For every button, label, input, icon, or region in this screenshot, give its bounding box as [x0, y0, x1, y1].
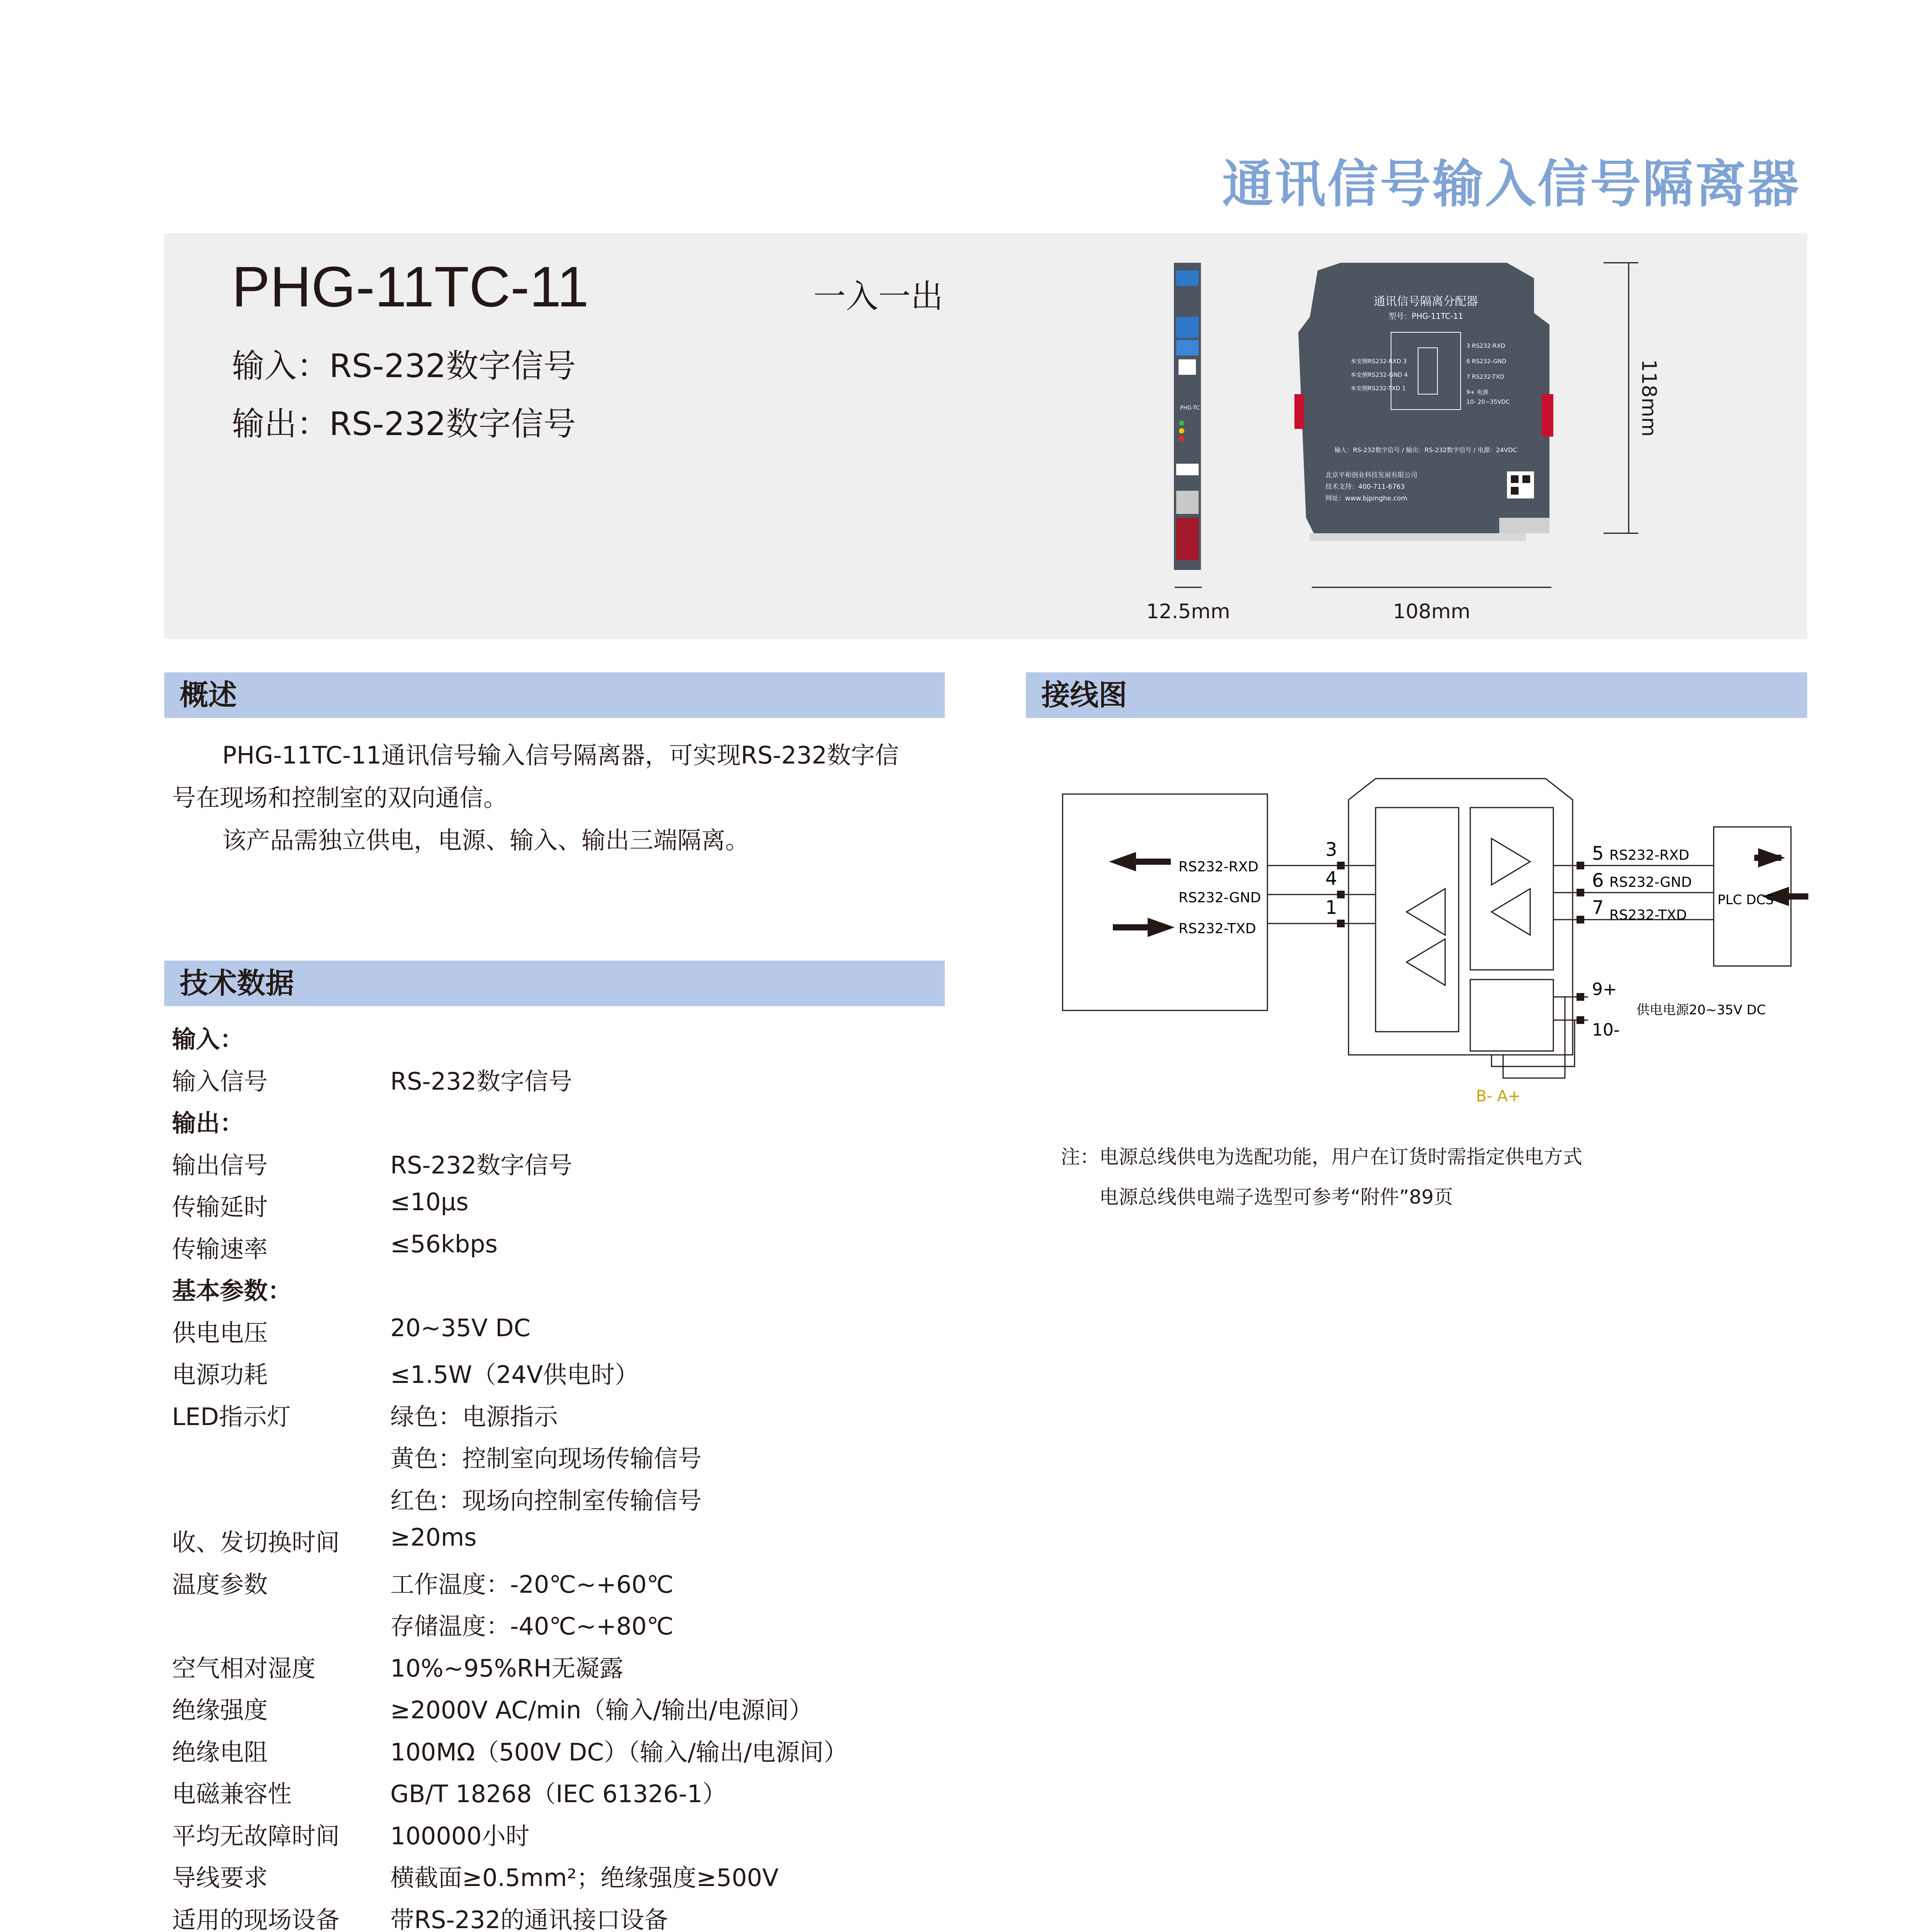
spec-value: 红色：现场向控制室传输信号: [390, 1486, 702, 1515]
svg-text:10-: 10-: [1592, 1020, 1620, 1040]
product-input: 输入：RS-232数字信号: [232, 347, 576, 385]
overview-paragraph-1-cont: 号在现场和控制室的双向通信。: [172, 784, 508, 812]
svg-text:北京平和创业科技发展有限公司: 北京平和创业科技发展有限公司: [1325, 471, 1417, 479]
spec-value: GB/T 18268（IEC 61326-1）: [390, 1780, 726, 1808]
spec-label: 收、发切换时间: [172, 1528, 340, 1556]
svg-text:本安侧RS232-TXD 1: 本安侧RS232-TXD 1: [1350, 385, 1406, 392]
spec-value: ≤56kbps: [390, 1230, 498, 1258]
spec-value: ≤1.5W（24V供电时）: [390, 1361, 639, 1389]
spec-label: 供电电压: [172, 1318, 268, 1347]
svg-text:供电电源20~35V DC: 供电电源20~35V DC: [1636, 1002, 1766, 1018]
svg-text:9+: 9+: [1592, 980, 1617, 999]
spec-label: 电磁兼容性: [172, 1780, 292, 1808]
spec-value: 存储温度：-40℃~+80℃: [390, 1612, 674, 1640]
wiring-notes: [1061, 1137, 1582, 1217]
dimension-depth: 108mm: [1393, 600, 1471, 623]
spec-value: 带RS-232的通讯接口设备: [390, 1905, 668, 1932]
spec-value: ≤10μs: [390, 1188, 469, 1216]
product-illustration: [1140, 247, 1700, 634]
svg-text:本安侧RS232-RXD 3: 本安侧RS232-RXD 3: [1350, 358, 1407, 365]
svg-text:4: 4: [1325, 868, 1337, 889]
spec-label: 输出信号: [172, 1151, 268, 1179]
specs-heading: 技术数据: [164, 961, 945, 1006]
spec-label: 输出：: [172, 1109, 244, 1137]
spec-label: 输入：: [172, 1025, 244, 1053]
spec-value: ≥2000V AC/min（输入/输出/电源间）: [390, 1696, 813, 1724]
svg-text:5: 5: [1592, 843, 1604, 864]
spec-label: 电源功耗: [172, 1361, 268, 1389]
spec-label: LED指示灯: [172, 1402, 291, 1431]
svg-text:6: 6: [1592, 870, 1604, 891]
svg-text:输入：RS-232数字信号 / 输出：RS-232数字信号: 输入：RS-232数字信号 / 输出：RS-232数字信号 / 电源：24VDC: [1334, 446, 1517, 454]
svg-text:3 RS232-RXD: 3 RS232-RXD: [1466, 342, 1505, 349]
svg-text:型号：PHG-11TC-11: 型号：PHG-11TC-11: [1388, 311, 1463, 321]
spec-label: 绝缘强度: [172, 1696, 268, 1724]
svg-text:RS232-RXD: RS232-RXD: [1179, 859, 1259, 875]
wiring-note-1: 注：电源总线供电为选配功能，用户在订货时需指定供电方式: [1061, 1146, 1582, 1168]
dimension-height: 118mm: [1637, 359, 1660, 437]
svg-text:6 RS232-GND: 6 RS232-GND: [1466, 358, 1507, 365]
spec-label: 绝缘电阻: [172, 1738, 268, 1766]
spec-value: 20~35V DC: [390, 1313, 531, 1342]
spec-value: ≥20ms: [390, 1523, 477, 1551]
svg-text:1: 1: [1325, 897, 1337, 918]
dimension-width: 12.5mm: [1146, 600, 1230, 623]
spec-label: 传输延时: [172, 1193, 268, 1221]
spec-label: 空气相对湿度: [172, 1654, 316, 1682]
svg-text:B- A+: B- A+: [1476, 1087, 1521, 1105]
svg-text:通讯信号隔离分配器: 通讯信号隔离分配器: [1374, 295, 1478, 308]
svg-text:3: 3: [1325, 839, 1337, 861]
spec-label: 温度参数: [172, 1570, 268, 1599]
svg-text:RS232-TXD: RS232-TXD: [1179, 921, 1256, 937]
svg-text:技术支持：400-711-6763: 技术支持：400-711-6763: [1325, 483, 1405, 491]
wiring-heading: 接线图: [1026, 672, 1807, 718]
spec-value: RS-232数字信号: [390, 1067, 573, 1095]
spec-value: 100000小时: [390, 1821, 530, 1850]
svg-text:7 RS232-TXD: 7 RS232-TXD: [1466, 373, 1504, 380]
svg-text:RS232-RXD: RS232-RXD: [1609, 847, 1689, 863]
svg-text:10- 20~35VDC: 10- 20~35VDC: [1466, 398, 1510, 405]
spec-label: 输入信号: [172, 1067, 268, 1095]
spec-value: 10%~95%RH无凝露: [390, 1654, 624, 1682]
spec-value: 黄色：控制室向现场传输信号: [390, 1444, 702, 1473]
svg-text:本安侧RS232-GND 4: 本安侧RS232-GND 4: [1350, 371, 1408, 378]
spec-label: 适用的现场设备: [172, 1905, 340, 1932]
wiring-diagram: [1043, 769, 1808, 1117]
svg-text:PHG-TC: PHG-TC: [1180, 405, 1200, 411]
device-front-view: [1174, 263, 1201, 570]
svg-text:RS232-GND: RS232-GND: [1609, 874, 1692, 890]
svg-text:9+ 电源: 9+ 电源: [1466, 389, 1488, 396]
product-model: PHG-11TC-11: [232, 255, 589, 319]
spec-label: 传输速率: [172, 1235, 268, 1263]
spec-value: 横截面≥0.5mm²；绝缘强度≥500V: [390, 1864, 779, 1892]
spec-value: 100MΩ（500V DC）（输入/输出/电源间）: [390, 1738, 848, 1766]
svg-text:RS232-GND: RS232-GND: [1179, 890, 1261, 906]
spec-label: 基本参数：: [172, 1277, 292, 1305]
wiring-note-2: 电源总线供电端子选型可参考“附件”89页: [1099, 1186, 1453, 1208]
page-title: 通讯信号输入信号隔离器: [1222, 155, 1800, 214]
svg-text:RS232-TXD: RS232-TXD: [1609, 907, 1687, 923]
product-output: 输出：RS-232数字信号: [232, 405, 576, 443]
spec-value: 绿色：电源指示: [390, 1402, 558, 1431]
spec-value: RS-232数字信号: [390, 1151, 573, 1179]
spec-label: 导线要求: [172, 1864, 268, 1892]
device-side-view: [1294, 263, 1553, 541]
overview-paragraph-1: PHG-11TC-11通讯信号输入信号隔离器，可实现RS-232数字信: [222, 741, 899, 769]
svg-text:网址：www.bjpinghe.com: 网址：www.bjpinghe.com: [1325, 495, 1408, 502]
overview-heading: 概述: [164, 672, 945, 718]
svg-text:7: 7: [1592, 897, 1604, 918]
overview-paragraph-2: 该产品需独立供电，电源、输入、输出三端隔离。: [222, 826, 750, 854]
spec-label: 平均无故障时间: [172, 1821, 340, 1850]
svg-text:PLC DCS: PLC DCS: [1718, 892, 1774, 908]
spec-value: 工作温度：-20℃~+60℃: [390, 1570, 674, 1599]
product-channel-type: 一入一出: [813, 277, 944, 315]
